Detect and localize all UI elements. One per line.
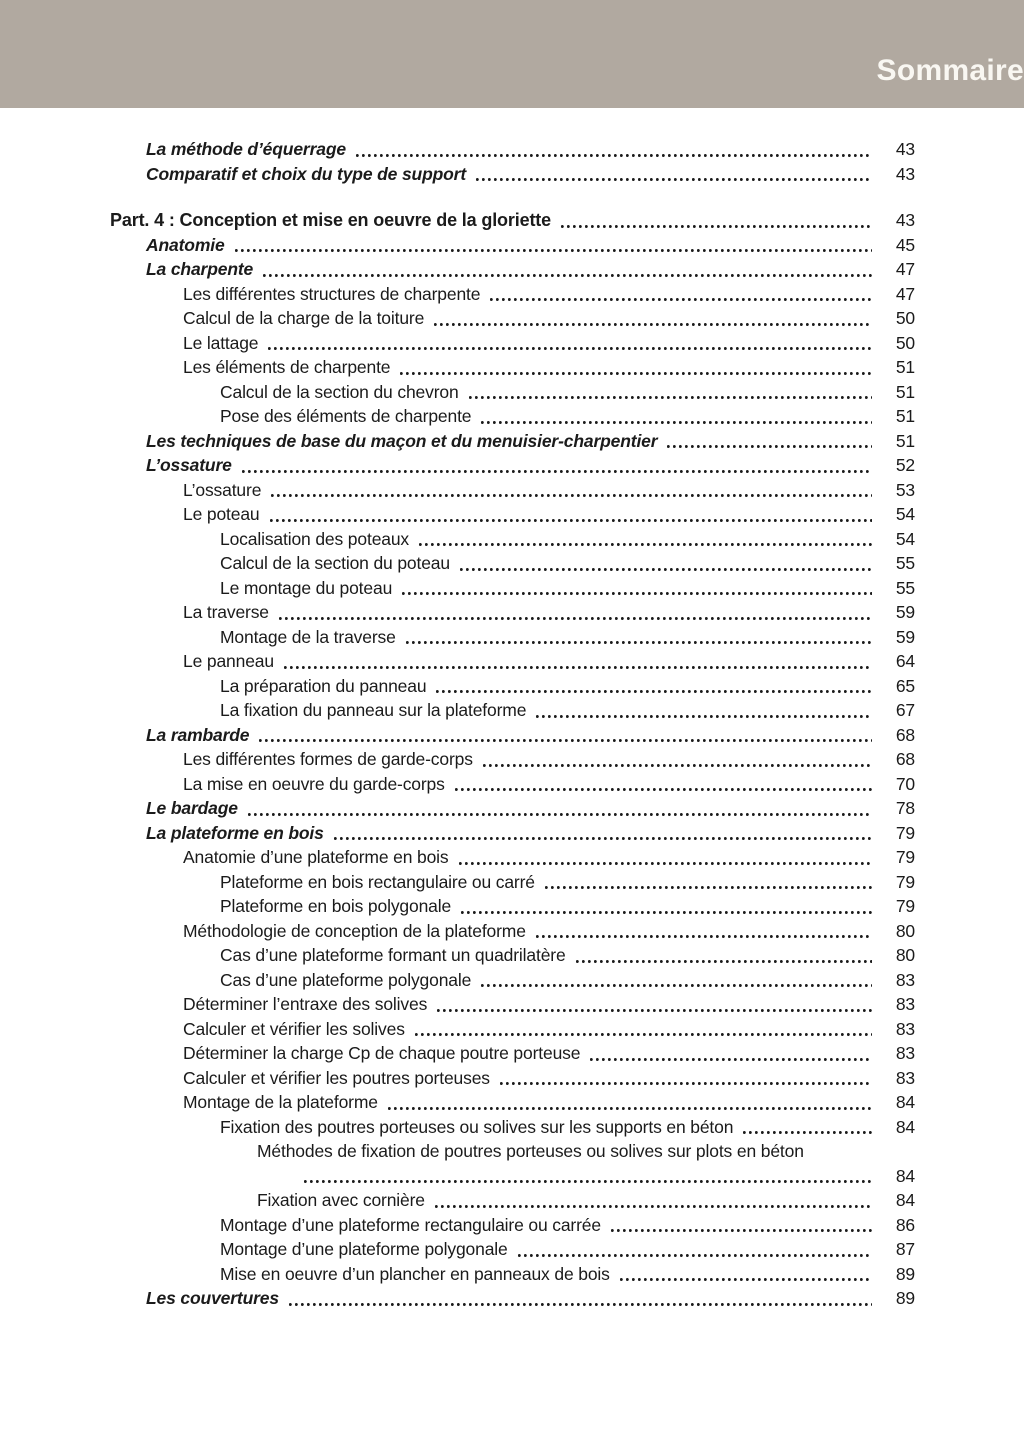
toc-entry-label: Cas d’une plateforme formant un quadrilatère — [220, 945, 566, 965]
toc-entry — [0, 1139, 915, 1164]
toc-entry-page: 47 — [895, 283, 915, 304]
dot-leader — [460, 568, 872, 571]
toc-entry — [0, 208, 915, 233]
dot-leader — [270, 519, 872, 522]
toc-entry-page: 43 — [895, 139, 915, 159]
dot-leader — [406, 641, 872, 644]
dot-leader — [518, 1254, 872, 1257]
toc-entry-page: 84 — [895, 1165, 915, 1186]
toc-entry — [0, 723, 915, 748]
toc-entry-page: 51 — [895, 357, 915, 377]
toc-entry — [0, 968, 915, 993]
toc-entry — [0, 747, 915, 772]
dot-leader — [500, 1082, 872, 1085]
toc-entry-page: 59 — [895, 602, 915, 622]
toc-entry-label: Anatomie d’une plateforme en bois — [183, 847, 449, 867]
toc-entry-label: Comparatif et choix du type de support — [146, 163, 467, 184]
toc-entry-label: La rambarde — [146, 724, 250, 745]
toc-entry — [0, 1066, 915, 1091]
dot-leader — [561, 225, 872, 228]
toc-entry — [0, 478, 915, 503]
toc-entry-label: Les techniques de base du maçon et du menuisier-charpentier — [146, 430, 658, 451]
toc-entry-label: Montage d’une plateforme polygonale — [220, 1239, 508, 1259]
toc-entry-page: 83 — [895, 1043, 915, 1063]
toc-entry — [0, 551, 915, 576]
toc-entry-page: 83 — [895, 994, 915, 1014]
toc-entry-label: Le panneau — [183, 651, 274, 671]
dot-leader — [743, 1131, 872, 1134]
toc-entry-label: Les éléments de charpente — [183, 357, 391, 377]
toc-entry-page: 83 — [895, 1067, 915, 1088]
toc-entry-label: L’ossature — [183, 479, 262, 500]
dot-leader — [490, 298, 872, 301]
toc-entry-label: Montage de la traverse — [220, 626, 396, 647]
toc-entry — [0, 1262, 915, 1287]
toc-entry-page: 50 — [895, 332, 915, 353]
toc-entry-label: Le poteau — [183, 504, 260, 524]
dot-leader — [279, 617, 872, 620]
dot-leader — [402, 592, 872, 595]
toc-entry — [0, 404, 915, 429]
dot-leader — [419, 543, 872, 546]
dot-leader — [400, 372, 872, 375]
toc-entry-label: Calculer et vérifier les poutres porteuses — [183, 1067, 490, 1088]
dot-leader — [388, 1107, 872, 1110]
toc-entry-page: 89 — [895, 1288, 915, 1308]
dot-leader — [483, 764, 872, 767]
dot-leader — [481, 421, 872, 424]
toc-entry-page: 59 — [895, 626, 915, 647]
toc-entry — [0, 1286, 915, 1311]
toc-entry — [0, 355, 915, 380]
dot-leader — [455, 788, 872, 791]
toc-entry-page: 53 — [895, 479, 915, 500]
toc-entry — [0, 453, 915, 478]
toc-entry-page: 51 — [895, 381, 915, 402]
toc-list — [0, 108, 1024, 1311]
toc-entry — [0, 649, 915, 674]
toc-entry-page: 78 — [895, 798, 915, 818]
dot-leader — [434, 323, 872, 326]
dot-leader — [242, 470, 872, 473]
dot-leader — [415, 1033, 872, 1036]
toc-entry-page: 79 — [895, 871, 915, 892]
dot-leader — [268, 347, 872, 350]
toc-entry — [0, 1213, 915, 1238]
toc-entry-label: Localisation des poteaux — [220, 528, 410, 549]
toc-entry — [0, 331, 915, 356]
toc-entry-label: Méthodologie de conception de la plateforme — [183, 920, 526, 941]
dot-leader — [611, 1229, 872, 1232]
dot-leader — [235, 249, 872, 252]
toc-entry — [0, 137, 915, 162]
toc-entry-page: 80 — [895, 945, 915, 965]
toc-entry-page: 84 — [895, 1190, 915, 1210]
page-title: Sommaire — [876, 54, 1024, 87]
toc-entry-label: La préparation du panneau — [220, 675, 427, 696]
toc-entry — [0, 821, 915, 846]
dot-leader — [469, 396, 872, 399]
toc-entry-label: La méthode d’équerrage — [146, 139, 346, 159]
toc-entry-page: 86 — [895, 1214, 915, 1235]
dot-leader — [461, 911, 872, 914]
toc-entry — [0, 233, 915, 258]
toc-entry — [0, 429, 915, 454]
toc-entry-page: 52 — [895, 455, 915, 475]
toc-entry-label: Mise en oeuvre d’un plancher en panneaux de bois — [220, 1263, 610, 1284]
toc-entry-page: 68 — [895, 749, 915, 769]
toc-entry-label: Montage d’une plateforme rectangulaire ou carrée — [220, 1214, 601, 1235]
toc-entry-page: 45 — [895, 234, 915, 255]
toc-entry-label: Le bardage — [146, 798, 238, 818]
dot-leader — [435, 1205, 872, 1208]
toc-entry-page: 84 — [895, 1116, 915, 1137]
toc-entry-page: 65 — [895, 675, 915, 696]
toc-entry — [0, 282, 915, 307]
toc-entry-page: 79 — [895, 847, 915, 867]
toc-entry — [0, 1115, 915, 1140]
toc-entry-page: 54 — [895, 528, 915, 549]
toc-entry-label: La charpente — [146, 259, 254, 279]
toc-entry-label: Anatomie — [146, 234, 225, 255]
toc-entry — [0, 870, 915, 895]
toc-entry-page: 89 — [895, 1263, 915, 1284]
toc-entry-label: Calcul de la charge de la toiture — [183, 308, 425, 328]
toc-entry-page: 87 — [895, 1239, 915, 1259]
toc-entry-label: Déterminer la charge Cp de chaque poutre porteuse — [183, 1043, 581, 1063]
toc-entry-label: Calcul de la section du poteau — [220, 553, 450, 573]
toc-entry — [0, 919, 915, 944]
toc-entry-label: Calcul de la section du chevron — [220, 381, 459, 402]
dot-leader — [259, 739, 872, 742]
dot-leader — [334, 837, 872, 840]
dot-leader — [667, 445, 872, 448]
dot-leader — [545, 886, 872, 889]
toc-entry-label: Déterminer l’entraxe des solives — [183, 994, 428, 1014]
toc-entry-page: 54 — [895, 504, 915, 524]
dot-leader — [536, 715, 872, 718]
toc-entry-label: L’ossature — [146, 455, 232, 475]
dot-leader — [590, 1058, 872, 1061]
toc-entry-label: La mise en oeuvre du garde-corps — [183, 773, 445, 794]
dot-leader — [576, 960, 872, 963]
toc-entry — [0, 1041, 915, 1066]
toc-entry — [0, 1090, 915, 1115]
dot-leader — [248, 813, 872, 816]
toc-entry — [0, 502, 915, 527]
toc-entry-label: Les différentes structures de charpente — [183, 283, 481, 304]
toc-entry — [0, 257, 915, 282]
toc-entry — [0, 380, 915, 405]
toc-entry-page: 80 — [895, 920, 915, 941]
toc-entry-page: 51 — [895, 430, 915, 451]
toc-entry-page: 67 — [895, 700, 915, 720]
toc-entry — [0, 698, 915, 723]
toc-entry-label: Calculer et vérifier les solives — [183, 1018, 405, 1039]
dot-leader — [304, 1180, 872, 1183]
toc-entry — [0, 772, 915, 797]
toc-entry — [0, 845, 915, 870]
toc-entry-continuation — [0, 1164, 915, 1189]
toc-entry-label: La traverse — [183, 602, 269, 622]
toc-entry — [0, 600, 915, 625]
toc-entry-page: 64 — [895, 651, 915, 671]
toc-entry-label: Montage de la plateforme — [183, 1092, 378, 1112]
toc-entry-page: 51 — [895, 406, 915, 426]
toc-entry-label: Plateforme en bois rectangulaire ou carré — [220, 871, 535, 892]
toc-entry-page: 79 — [895, 896, 915, 916]
toc-entry-page: 70 — [895, 773, 915, 794]
toc-entry — [0, 306, 915, 331]
toc-entry — [0, 894, 915, 919]
toc-entry — [0, 674, 915, 699]
dot-leader — [356, 154, 872, 157]
dot-leader — [536, 935, 872, 938]
dot-leader — [481, 984, 872, 987]
dot-leader — [271, 494, 872, 497]
toc-entry-label: Fixation des poutres porteuses ou solives sur les supports en béton — [220, 1116, 734, 1137]
toc-entry — [0, 1237, 915, 1262]
toc-entry — [0, 625, 915, 650]
toc-entry — [0, 1017, 915, 1042]
toc-entry-label: La fixation du panneau sur la plateforme — [220, 700, 527, 720]
toc-entry-page: 68 — [895, 724, 915, 745]
page-header-band — [0, 0, 1024, 108]
toc-entry — [0, 527, 915, 552]
dot-leader — [437, 1009, 872, 1012]
toc-entry-label: Le montage du poteau — [220, 577, 393, 598]
toc-entry-page: 43 — [895, 163, 915, 184]
toc-entry — [0, 162, 915, 187]
toc-entry-label: Cas d’une plateforme polygonale — [220, 969, 472, 990]
dot-leader — [620, 1278, 872, 1281]
toc-section-gap — [0, 186, 915, 208]
toc-entry-page: 47 — [895, 259, 915, 279]
toc-entry-label: Les différentes formes de garde-corps — [183, 749, 473, 769]
toc-entry-page: 84 — [895, 1092, 915, 1112]
toc-entry-label: Pose des éléments de charpente — [220, 406, 472, 426]
toc-entry-page: 79 — [895, 822, 915, 843]
toc-entry — [0, 576, 915, 601]
toc-entry-label: Plateforme en bois polygonale — [220, 896, 452, 916]
toc-entry-label: Méthodes de fixation de poutres porteuses ou solives sur plots en béton — [257, 1141, 804, 1161]
toc-entry — [0, 992, 915, 1017]
toc-entry-label: Les couvertures — [146, 1288, 279, 1308]
toc-entry-label: La plateforme en bois — [146, 822, 324, 843]
dot-leader — [436, 690, 872, 693]
toc-entry — [0, 1188, 915, 1213]
toc-entry-label: Fixation avec cornière — [257, 1190, 425, 1210]
toc-entry-page: 43 — [895, 210, 915, 230]
toc-entry-page: 55 — [895, 553, 915, 573]
toc-entry-page: 50 — [895, 308, 915, 328]
toc-entry — [0, 796, 915, 821]
dot-leader — [476, 178, 872, 181]
toc-entry-page: 83 — [895, 969, 915, 990]
toc-entry-label: Part. 4 : Conception et mise en oeuvre de la gloriette — [110, 210, 552, 230]
toc-entry-page: 55 — [895, 577, 915, 598]
toc-entry-label: Le lattage — [183, 332, 259, 353]
toc-entry — [0, 943, 915, 968]
dot-leader — [284, 666, 872, 669]
dot-leader — [263, 274, 872, 277]
toc-entry-page: 83 — [895, 1018, 915, 1039]
dot-leader — [289, 1303, 872, 1306]
dot-leader — [459, 862, 873, 865]
